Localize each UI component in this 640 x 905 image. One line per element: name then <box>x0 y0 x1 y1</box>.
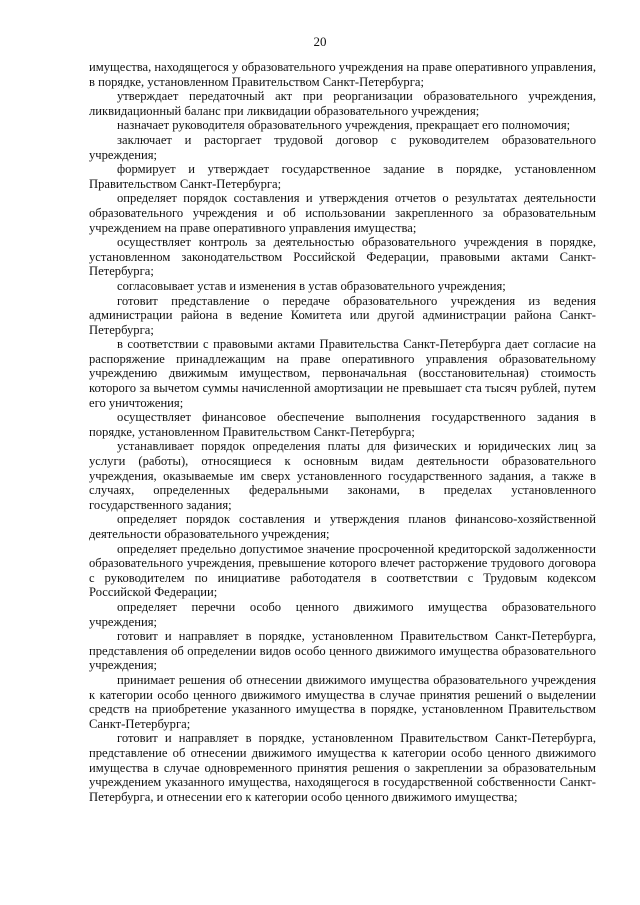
paragraph: осуществляет контроль за деятельностью образовательного учреждения в порядке, установленном законодательством Российской Федерации, правовыми актами Санкт-Петербурга; <box>89 235 596 279</box>
document-body <box>89 60 596 804</box>
paragraph: устанавливает порядок определения платы для физических и юридических лиц за услуги (работы), относящиеся к основным видам деятельности образовательного учреждения, оказываемые им сверх установленного государственного задания, а также в случаях, определенных федеральными законами, в пределах установленного государственного задания; <box>89 439 596 512</box>
paragraph: назначает руководителя образовательного учреждения, прекращает его полномочия; <box>117 118 571 133</box>
paragraph: готовит и направляет в порядке, установленном Правительством Санкт-Петербурга, представления об определении видов особо ценного движимого имущества образовательного учреждения; <box>89 629 596 673</box>
paragraph: заключает и расторгает трудовой договор с руководителем образовательного учреждения; <box>89 132 596 162</box>
paragraph: готовит представление о передаче образовательного учреждения из ведения администрации района в ведение Комитета или другой администрации района Санкт-Петербурга; <box>89 293 596 337</box>
paragraph: определяет порядок составления и утверждения планов финансово-хозяйственной деятельности образовательного учреждения; <box>89 512 596 541</box>
paragraph: имущества, находящегося у образовательного учреждения на праве оперативного управления, в порядке, установленном Правительством Санкт-Петербурга; <box>89 60 596 89</box>
page-number: 20 <box>313 34 327 49</box>
paragraph: в соответствии с правовыми актами Правительства Санкт-Петербурга дает согласие на распоряжение принадлежащим на праве оперативного управления образовательному учреждению движимым имуществом, первоначальная (восстановительная) стоимость которого за вычетом суммы начисленной амортизации не превышает ста тысяч рублей, путем его уничтожения; <box>89 337 596 410</box>
paragraph: определяет предельно допустимое значение просроченной кредиторской задолженности образовательного учреждения, превышение которого влечет расторжение трудового договора с руководителем по инициативе работодателя в соответствии с Трудовым кодексом Российской Федерации; <box>89 541 596 600</box>
paragraph: утверждает передаточный акт при реорганизации образовательного учреждения, ликвидационный баланс при ликвидации образовательного учреждения; <box>89 89 596 118</box>
paragraph: готовит и направляет в порядке, установленном Правительством Санкт-Петербурга, представление об отнесении движимого имущества к категории особо ценного движимого имущества в случае одновременного принятия решения о закреплении за образовательным учреждением указанного имущества, находящегося в государственной собственности Санкт-Петербурга, и отнесении его к категории особо ценного движимого имущества; <box>89 731 596 804</box>
paragraph: определяет перечни особо ценного движимого имущества образовательного учреждения; <box>89 599 596 629</box>
paragraph: определяет порядок составления и утверждения отчетов о результатах деятельности образовательного учреждения и об использовании закрепленного за образовательным учреждением на праве оперативного управления имущества; <box>89 191 596 235</box>
paragraph: формирует и утверждает государственное задание в порядке, установленном Правительством Санкт-Петербурга; <box>89 162 596 191</box>
paragraph: принимает решения об отнесении движимого имущества образовательного учреждения к категории особо ценного движимого имущества в случае принятия решений о выделении средств на приобретение указанного имущества в порядке, установленном Правительством Санкт-Петербурга; <box>89 672 596 731</box>
paragraph: осуществляет финансовое обеспечение выполнения государственного задания в порядке, установленном Правительством Санкт-Петербурга; <box>89 410 596 439</box>
paragraph: согласовывает устав и изменения в устав образовательного учреждения; <box>117 278 506 293</box>
